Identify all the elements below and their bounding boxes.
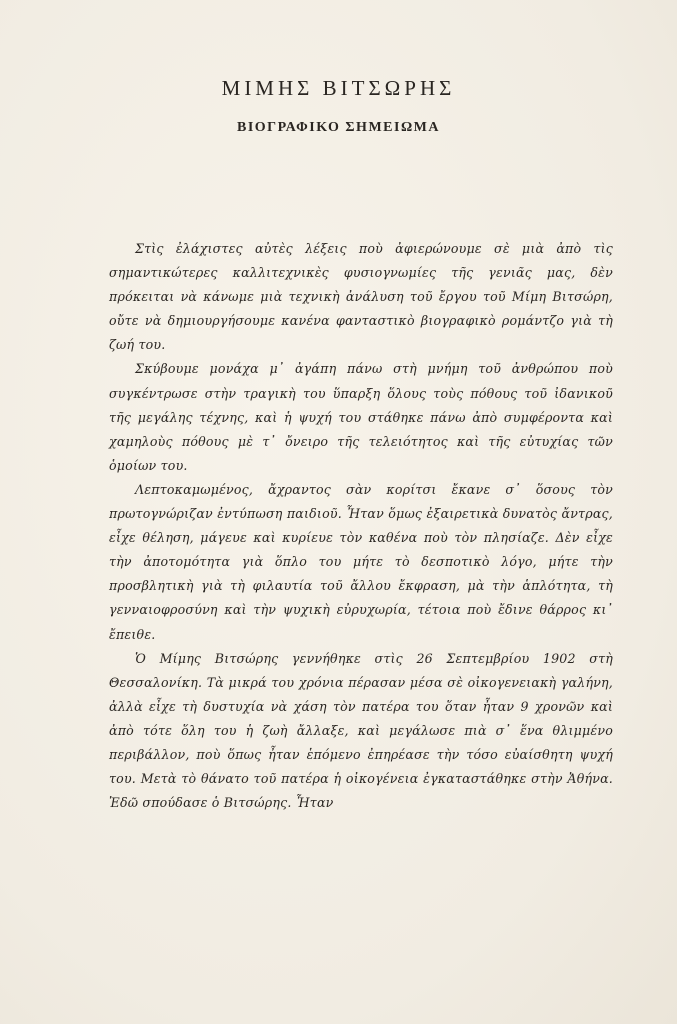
document-body: [109, 237, 613, 815]
paragraph: Σκύβουμε μονάχα μ᾽ ἀγάπη πάνω στὴ μνήμη τοῦ ἀνθρώπου ποὺ συγκέντρωσε στὴν τραγικὴ του ὕπαρξη ὅλους τοὺς πόθους τοῦ ἰδανικοῦ τῆς μεγάλης τέχνης, καὶ ἡ ψυχή του στάθηκε πάνω ἀπὸ συμφέροντα καὶ χαμηλοὺς πόθους μὲ τ᾽ ὄνειρο τῆς τελειότητος καὶ τῆς εὐτυχίας τῶν ὁμοίων του.: [109, 361, 613, 473]
document-title: ΜΙΜΗΣ ΒΙΤΣΩΡΗΣ: [221, 76, 456, 100]
paragraph: Ὁ Μίμης Βιτσώρης γεννήθηκε στὶς 26 Σεπτεμβρίου 1902 στὴ Θεσσαλονίκη. Τὰ μικρά του χρόνια πέρασαν μέσα σὲ οἰκογενειακὴ γαλήνη, ἀλλὰ εἶχε τὴ δυστυχία νὰ χάση τὸν πατέρα του ὅταν ἦταν 9 χρονῶν καὶ ἀπὸ τότε ὅλη του ἡ ζωὴ ἄλλαξε, καὶ μεγάλωσε πιὰ σ᾽ ἕνα θλιμμένο περιβάλλον, ποὺ ὅπως ἦταν ἑπόμενο ἐπηρέασε τὴν τόσο εὐαίσθητη ψυχή του. Μετὰ τὸ θάνατο τοῦ πατέρα ἡ οἰκογένεια ἐγκαταστάθηκε στὴν Ἀθήνα. Ἐδῶ σπούδασε ὁ Βιτσώρης. Ἦταν: [109, 650, 613, 811]
paragraph: Στὶς ἐλάχιστες αὐτὲς λέξεις ποὺ ἀφιερώνουμε σὲ μιὰ ἀπὸ τὶς σημαντικώτερες καλλιτεχνικὲς φυσιογνωμίες τῆς γενιᾶς μας, δὲν πρόκειται νὰ κάνωμε μιὰ τεχνικὴ ἀνάλυση τοῦ ἔργου τοῦ Μίμη Βιτσώρη, οὔτε νὰ δημιουργήσουμε κανένα φανταστικὸ βιογραφικὸ ρομάντζο γιὰ τὴ ζωή του.: [109, 241, 613, 353]
document-subtitle: ΒΙΟΓΡΑΦΙΚΟ ΣΗΜΕΙΩΜΑ: [237, 120, 440, 135]
paragraph: Λεπτοκαμωμένος, ἄχραντος σὰν κορίτσι ἔκανε σ᾽ ὅσους τὸν πρωτογνώριζαν ἐντύπωση παιδιοῦ. Ἦταν ὅμως ἐξαιρετικὰ δυνατὸς ἄντρας, εἶχε θέληση, μάγευε καὶ κυρίευε τὸν καθένα ποὺ τὸν πλησίαζε. Δὲν εἶχε τὴν ἀποτομότητα γιὰ ὅπλο του μήτε τὸ δεσποτικὸ λόγο, μήτε τὴν προσβλητικὴ γιὰ τὴ φιλαυτία τοῦ ἄλλου ἔκφραση, μὰ τὴν ἁπλότητα, τὴ γενναιοφροσύνη καὶ τὴν ψυχικὴ εὐρυχωρία, τέτοια ποὺ ἔδινε θάρρος κι᾽ ἔπειθε.: [109, 481, 613, 642]
